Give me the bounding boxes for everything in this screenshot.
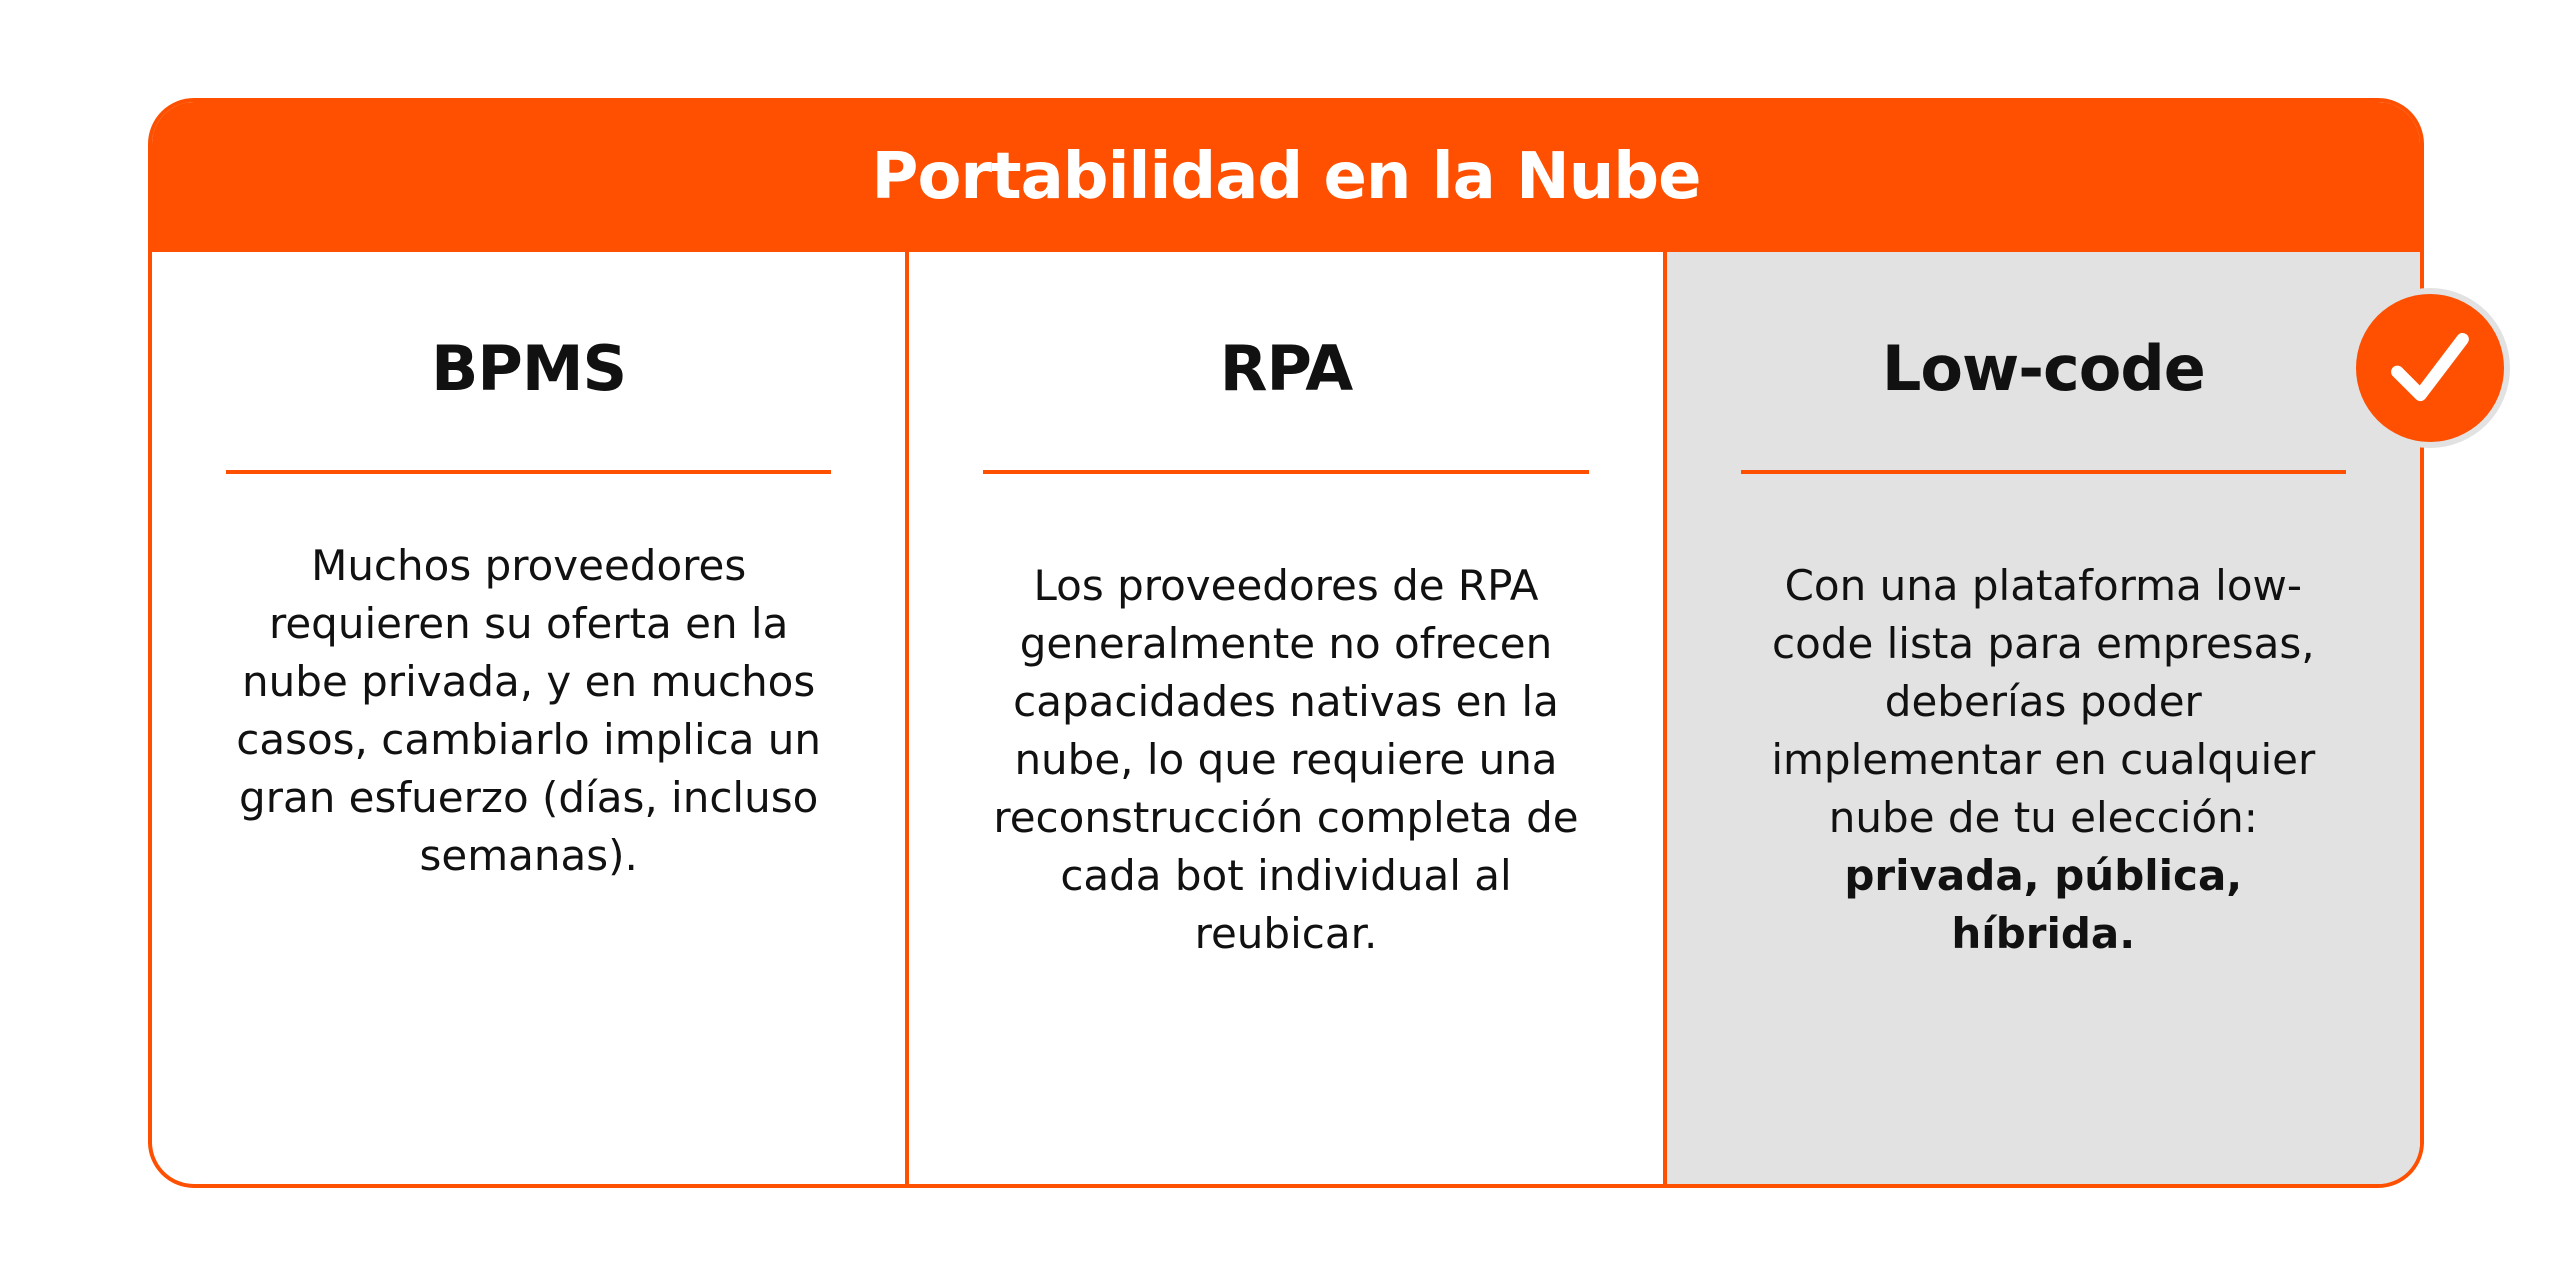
column-low-code (1663, 252, 2420, 1184)
column-divider-line (983, 470, 1588, 474)
column-rpa (905, 252, 1662, 1184)
checkmark-circle (2356, 294, 2504, 442)
checkmark-icon (2382, 320, 2478, 416)
column-body-low-code (1747, 557, 2340, 963)
comparison-columns (152, 252, 2420, 1184)
card-title: Portabilidad en la Nube (871, 140, 1701, 214)
column-body-low-code-emphasis: privada, pública, híbrida. (1844, 851, 2243, 958)
column-title-low-code: Low-code (1881, 332, 2205, 405)
column-body-low-code-text: Con una plataforma low-code lista para empresas, deberías poder implementar en cualquier nube de tu elección: (1771, 561, 2316, 842)
column-body-rpa: Los proveedores de RPA generalmente no ofrecen capacidades nativas en la nube, lo que requiere una reconstrucción completa de cada bot individual al reubicar. (993, 561, 1579, 958)
column-bpms (152, 252, 905, 1184)
column-divider-line (1741, 470, 2346, 474)
comparison-card (148, 98, 2424, 1188)
column-title-bpms: BPMS (431, 332, 627, 405)
column-body-bpms: Muchos proveedores requieren su oferta en la nube privada, y en muchos casos, cambiarlo implica un gran esfuerzo (días, incluso semanas). (236, 541, 822, 880)
checkmark-badge (2350, 288, 2510, 448)
card-header (152, 102, 2420, 252)
column-title-rpa: RPA (1219, 332, 1353, 405)
column-divider-line (226, 470, 831, 474)
